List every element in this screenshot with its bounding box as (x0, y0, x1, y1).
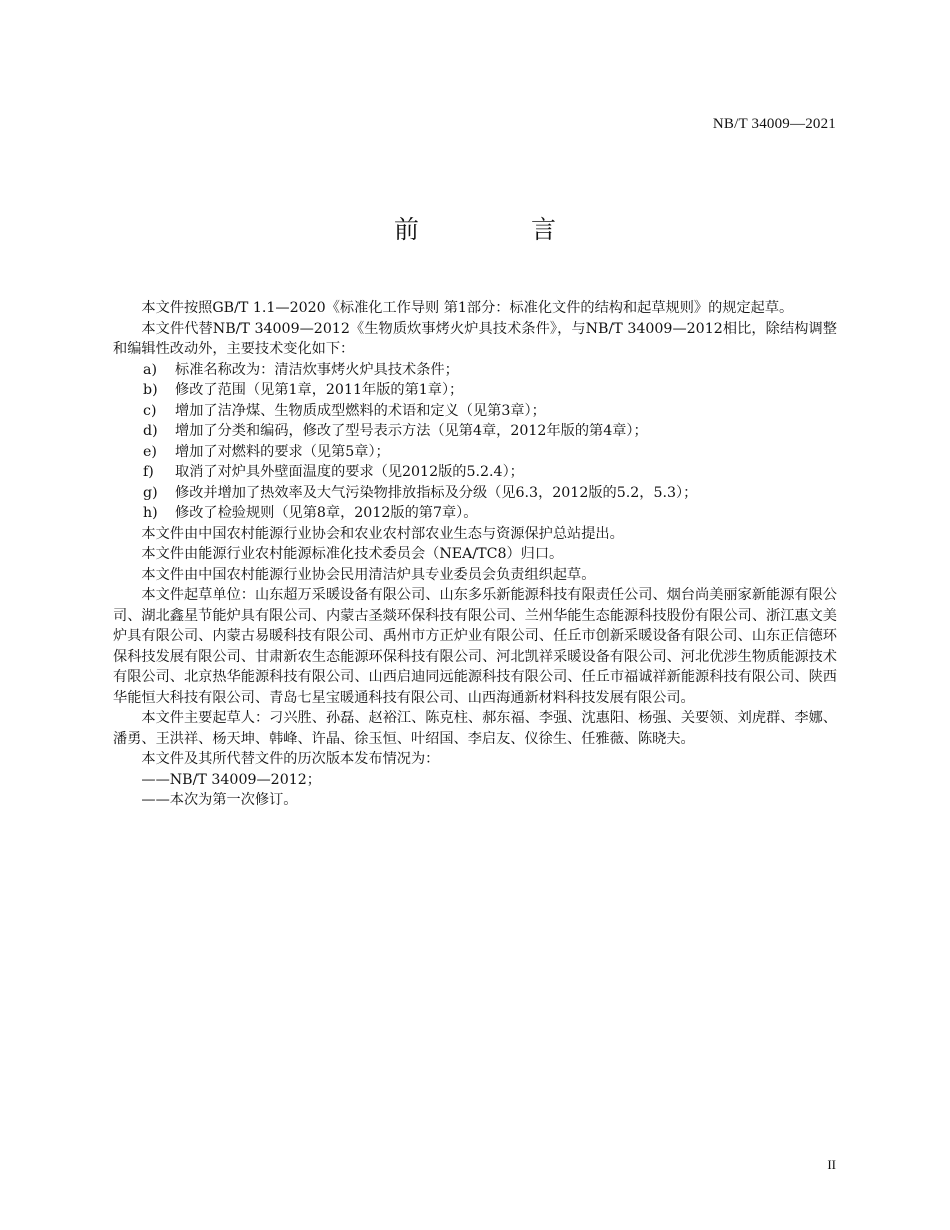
list-marker: a) (143, 361, 157, 378)
paragraph: 本文件由中国农村能源行业协会和农业农村部农业生态与资源保护总站提出。 (141, 525, 624, 542)
list-item-text: 增加了洁净煤、生物质成型燃料的术语和定义（见第3章）； (175, 402, 546, 419)
paragraph: 本文件由能源行业农村能源标准化技术委员会（NEA/TC8）归口。 (141, 546, 564, 562)
paragraph: 本文件及其所代替文件的历次版本发布情况为： (141, 751, 440, 767)
list-item (113, 503, 837, 524)
list-marker: d) (143, 423, 158, 439)
list-item-text: 取消了对炉具外壁面温度的要求（见2012版的5.2.4）； (175, 464, 524, 480)
document-code: NB/T 34009—2021 (712, 116, 836, 132)
drafting-units-paragraph: 本文件起草单位：山东超万采暖设备有限公司、山东多乐新能源科技有限责任公司、烟台尚美丽家新能源有限公司、湖北鑫星节能炉具有限公司、内蒙古圣燚环保科技有限公司、兰州华能生态能源科技股份有限公司、浙江惠文美炉具有限公司、内蒙古易暖科技有限公司、禹州市方正炉业有限公司、任丘市创新采暖设备有限公司、山东正信德环保科技发展有限公司、甘肃新农生态能源环保科技有限公司、河北凯祥采暖设备有限公司、河北优涉生物质能源技术有限公司、北京热华能源科技有限公司、山西启迪同远能源科技有限公司、任丘市福诚祥新能源科技有限公司、陕西华能恒大科技有限公司、青岛七星宝暖通科技有限公司、山西海通新材料科技发展有限公司。 (113, 587, 837, 706)
list-item-text: 增加了对燃料的要求（见第5章）； (175, 443, 390, 460)
list-item (113, 360, 837, 381)
list-marker: e) (143, 443, 157, 460)
list-item-text: 修改并增加了热效率及大气污染物排放指标及分级（见6.3，2012版的5.2，5.3）； (175, 484, 698, 501)
list-marker: b) (143, 382, 158, 398)
list-item-text: 增加了分类和编码，修改了型号表示方法（见第4章，2012年版的第4章）； (175, 423, 648, 439)
list-item (113, 380, 837, 401)
list-marker: g) (143, 484, 158, 501)
changes-list (113, 360, 837, 524)
list-item (113, 442, 837, 463)
drafters-paragraph: 本文件主要起草人：刁兴胜、孙磊、赵裕江、陈克柱、郝东福、李强、沈惠阳、杨强、关要领、刘虎群、李娜、潘勇、王洪祥、杨天坤、韩峰、许晶、徐玉恒、叶绍国、李启友、仪徐生、任雅薇、陈晓夫。 (113, 710, 837, 747)
page-number: II (827, 1157, 836, 1172)
history-item: ——本次为第一次修订。 (141, 792, 298, 808)
paragraph: 本文件由中国农村能源行业协会民用清洁炉具专业委员会负责组织起草。 (141, 566, 596, 583)
list-item-text: 标准名称改为：清洁炊事烤火炉具技术条件； (175, 361, 459, 378)
list-item (113, 462, 837, 483)
paragraph: 本文件代替NB/T 34009—2012《生物质炊事烤火炉具技术条件》，与NB/T 34009—2012相比，除结构调整和编辑性改动外，主要技术变化如下： (113, 320, 837, 357)
list-item (113, 421, 837, 442)
list-item-text: 修改了检验规则（见第8章，2012版的第7章）。 (175, 505, 478, 521)
list-item-text: 修改了范围（见第1章，2011年版的第1章）； (175, 382, 464, 398)
list-item (113, 483, 837, 504)
section-title: 前 言 (394, 215, 608, 244)
list-marker: f) (143, 464, 154, 480)
list-marker: c) (143, 402, 157, 419)
list-marker: h) (143, 505, 158, 521)
paragraph: 本文件按照GB/T 1.1—2020《标准化工作导则 第1部分：标准化文件的结构和起草规则》的规定起草。 (141, 300, 794, 316)
history-item: ——NB/T 34009—2012； (141, 771, 321, 788)
list-item (113, 401, 837, 422)
foreword-body (113, 298, 837, 811)
